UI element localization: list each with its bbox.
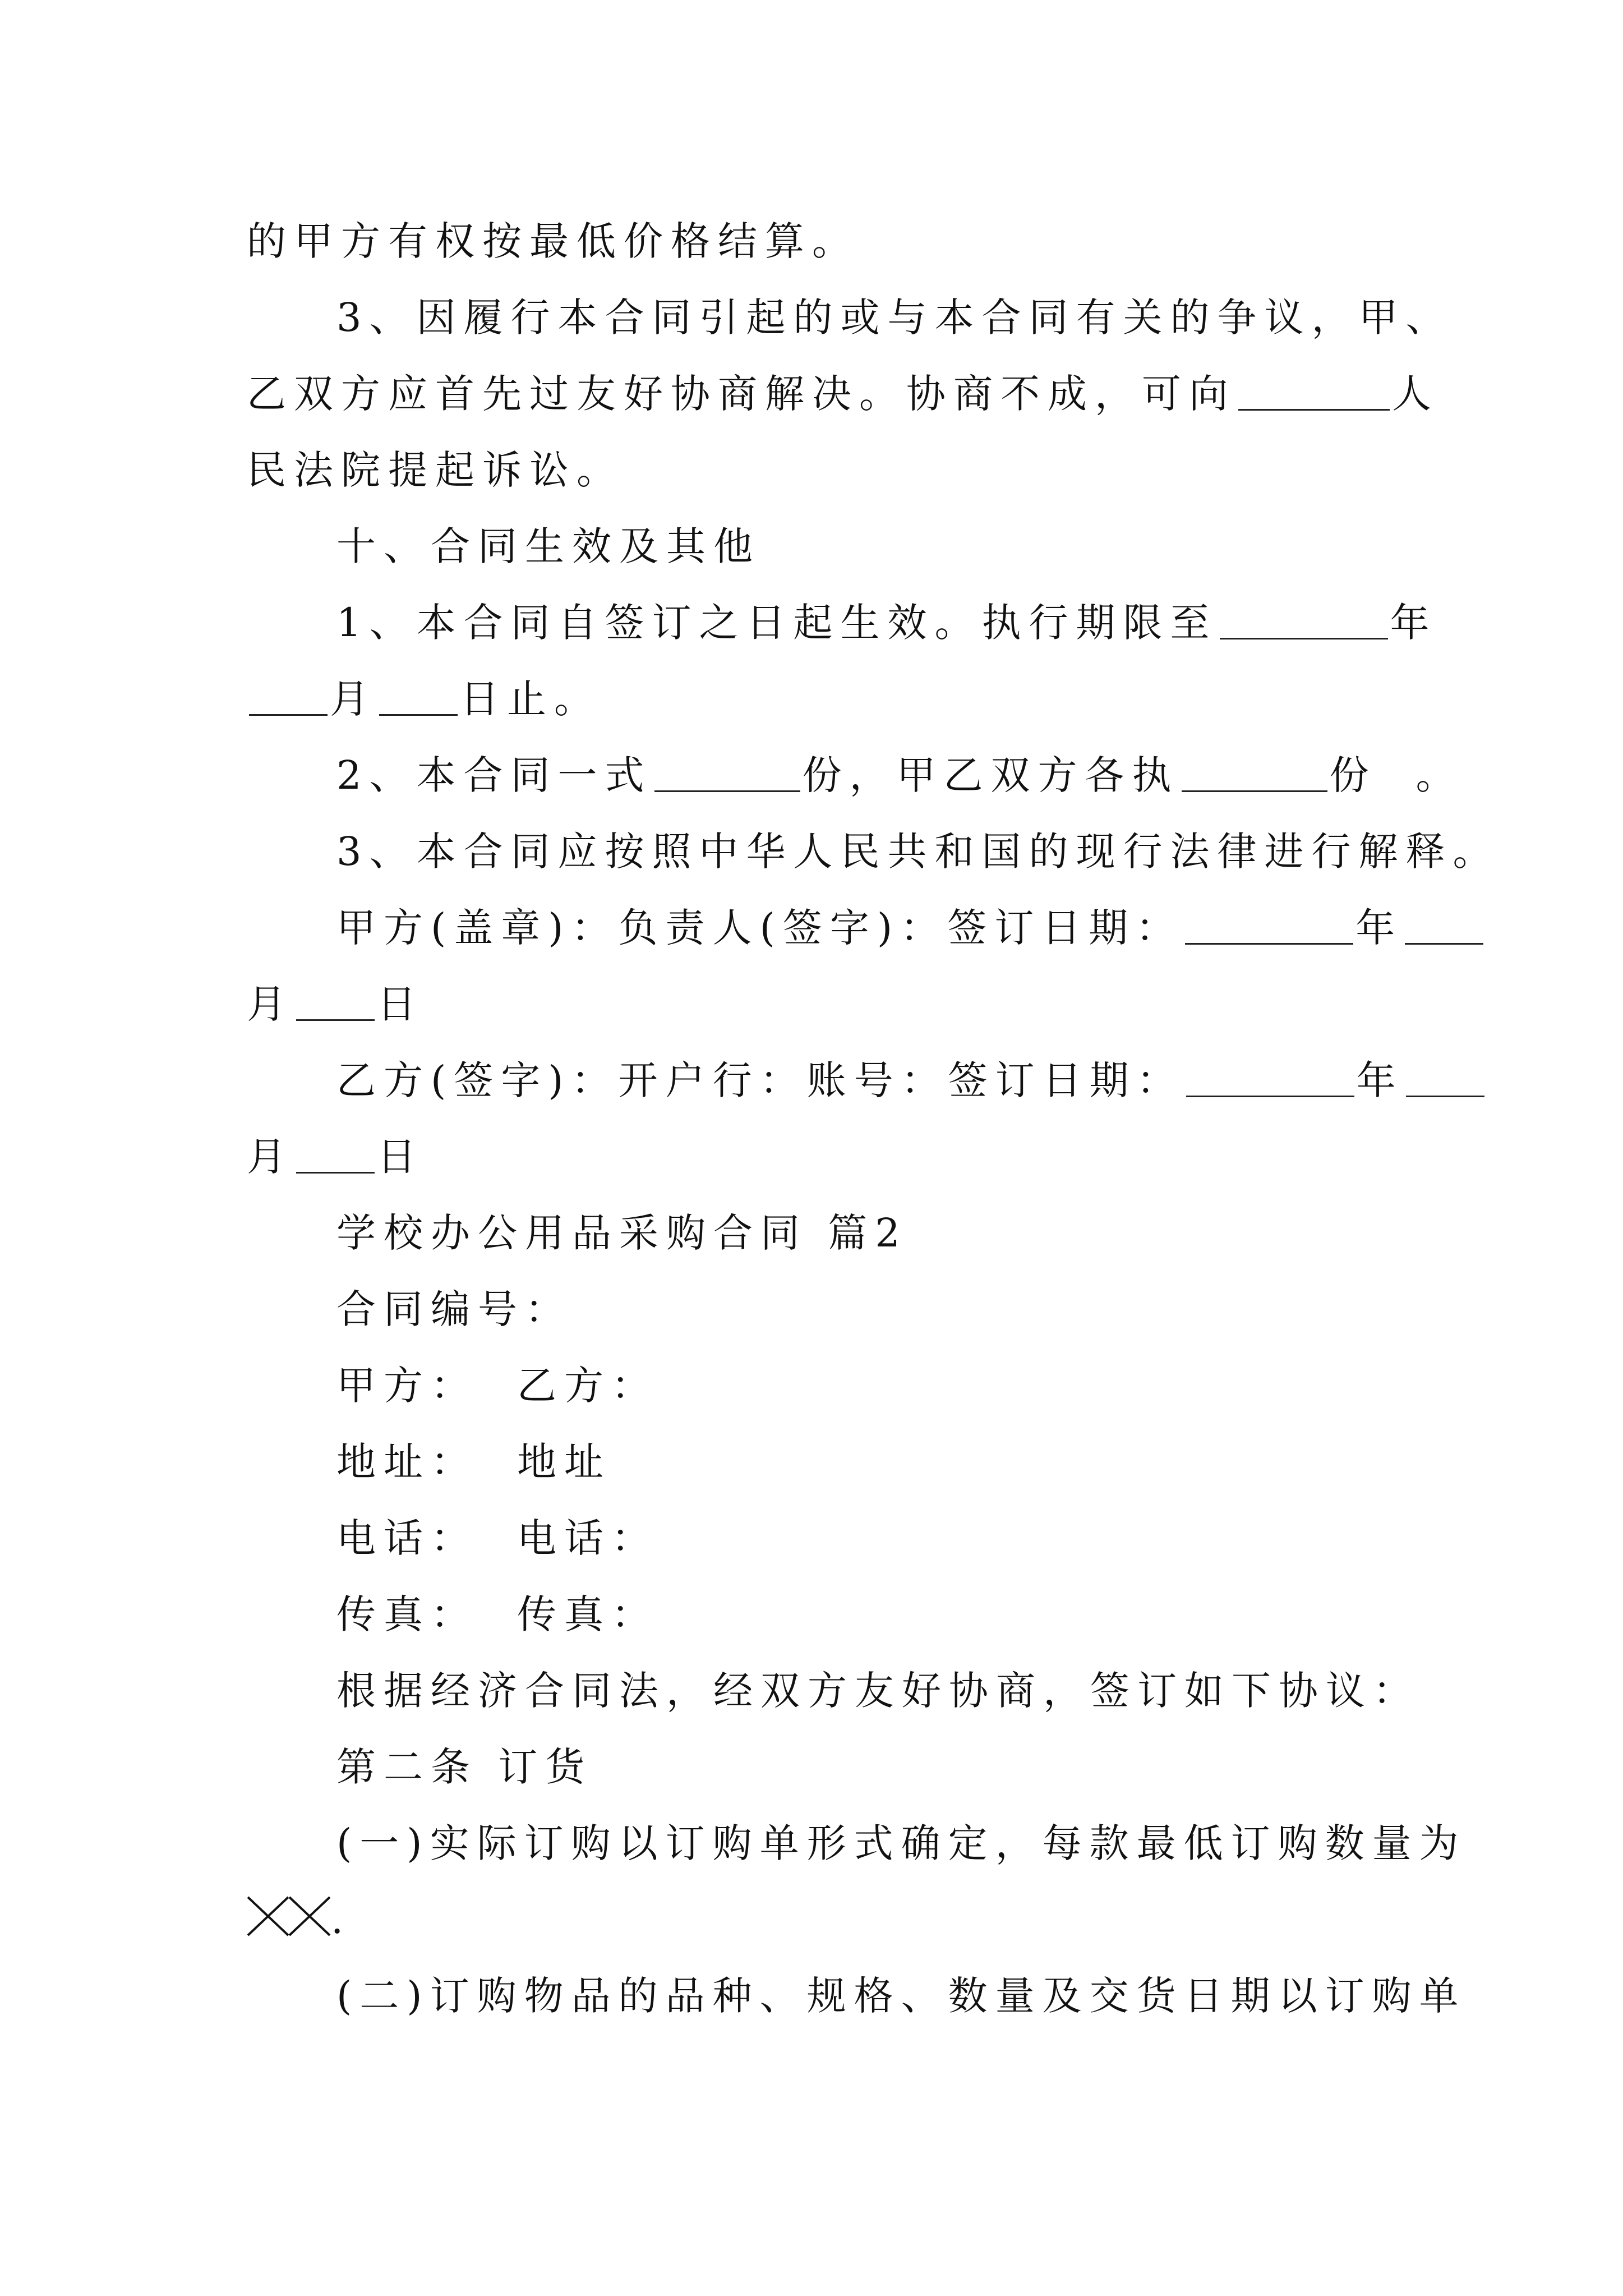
month-blank	[1406, 1056, 1484, 1097]
heading-text: 十、合同生效及其他	[336, 523, 760, 569]
paragraph-line	[247, 1889, 351, 1950]
paragraph-line	[336, 1812, 1467, 1874]
field-label: 地址：	[336, 1439, 478, 1485]
field-label: 传真：	[336, 1591, 478, 1637]
text-line: 人	[1392, 371, 1439, 417]
text-line: 乙方(签字)：开户行：账号：签订日期：	[336, 1057, 1184, 1103]
form-field	[336, 1431, 611, 1493]
signature-line	[336, 1050, 1487, 1111]
text-line: 根据经济合同法，经双方友好协商，签订如下协议：	[336, 1668, 1420, 1714]
form-field	[336, 1584, 658, 1645]
field-label: 地址	[517, 1439, 611, 1485]
form-field	[336, 1507, 658, 1569]
text-line: 年	[1355, 905, 1403, 951]
form-field	[336, 1355, 658, 1416]
text-line: 月	[247, 1134, 294, 1180]
text-line: 日	[377, 981, 424, 1027]
text-line: 乙双方应首先过友好协商解决。协商不成，可向	[247, 371, 1236, 417]
day-blank	[379, 675, 458, 716]
field-label: 甲方：	[336, 1363, 478, 1409]
text-line: 。	[1415, 752, 1463, 798]
day-blank	[296, 1133, 375, 1174]
paragraph-line	[336, 1965, 1467, 2027]
text-line: 2、本合同一式	[336, 752, 652, 798]
field-label: 电话：	[336, 1515, 478, 1561]
day-blank	[296, 980, 375, 1021]
paragraph-line	[247, 668, 601, 730]
text-line: 民法院提起诉讼。	[247, 447, 624, 493]
year-blank	[1185, 904, 1353, 945]
text-line: 甲方(盖章)：负责人(签字)：签订日期：	[336, 905, 1183, 951]
text-line: 日止。	[460, 676, 601, 722]
year-blank	[1186, 1056, 1354, 1097]
text-line: 年	[1390, 600, 1437, 646]
text-line: 日	[377, 1134, 424, 1180]
text-line: (二)订购物品的品种、规格、数量及交货日期以订购单	[336, 1973, 1467, 2019]
paragraph-line	[336, 744, 1463, 806]
paragraph-line	[247, 439, 624, 501]
document-title	[336, 1202, 908, 1264]
text-line: 1、本合同自签订之日起生效。执行期限至	[336, 600, 1218, 646]
text-line: 的甲方有权按最低价格结算。	[247, 218, 859, 264]
field-label: 乙方：	[517, 1363, 658, 1409]
heading-text: 第二条 订货	[336, 1744, 593, 1790]
paragraph-line	[247, 210, 859, 272]
text-line: (一)实际订购以订购单形式确定，每款最低订购数量为	[336, 1820, 1467, 1866]
month-blank	[249, 675, 328, 716]
copies-each-blank	[1182, 751, 1327, 792]
text-line: 份，甲乙双方各执	[802, 752, 1179, 798]
text-line: .	[331, 1897, 352, 1943]
signature-line	[247, 973, 424, 1035]
paragraph-line	[336, 287, 1453, 348]
paragraph-line	[336, 1660, 1420, 1722]
year-blank	[1220, 599, 1388, 639]
signature-line	[336, 897, 1486, 959]
signature-line	[247, 1126, 424, 1188]
text-line: 年	[1356, 1057, 1404, 1103]
paragraph-line	[247, 363, 1439, 425]
paragraph-line	[336, 821, 1500, 882]
text-line: 3、因履行本合同引起的或与本合同有关的争议，甲、	[336, 295, 1453, 341]
section-heading	[336, 516, 760, 577]
field-label: 传真：	[517, 1591, 658, 1637]
section-heading	[336, 1736, 592, 1798]
field-label: 合同编号：	[336, 1286, 572, 1332]
field-label: 电话：	[517, 1515, 658, 1561]
paragraph-line	[336, 592, 1437, 654]
text-line: 3、本合同应按照中华人民共和国的现行法律进行解释。	[336, 829, 1500, 875]
text-line: 份	[1329, 752, 1377, 798]
copies-blank	[654, 751, 800, 792]
text-line: 月	[247, 981, 294, 1027]
form-field	[336, 1278, 572, 1340]
month-blank	[1405, 904, 1483, 945]
cross-marks-icon	[247, 1892, 331, 1954]
court-name-blank	[1238, 370, 1390, 411]
text-line: 月	[330, 676, 377, 722]
title-text: 学校办公用品采购合同 篇2	[336, 1210, 908, 1256]
